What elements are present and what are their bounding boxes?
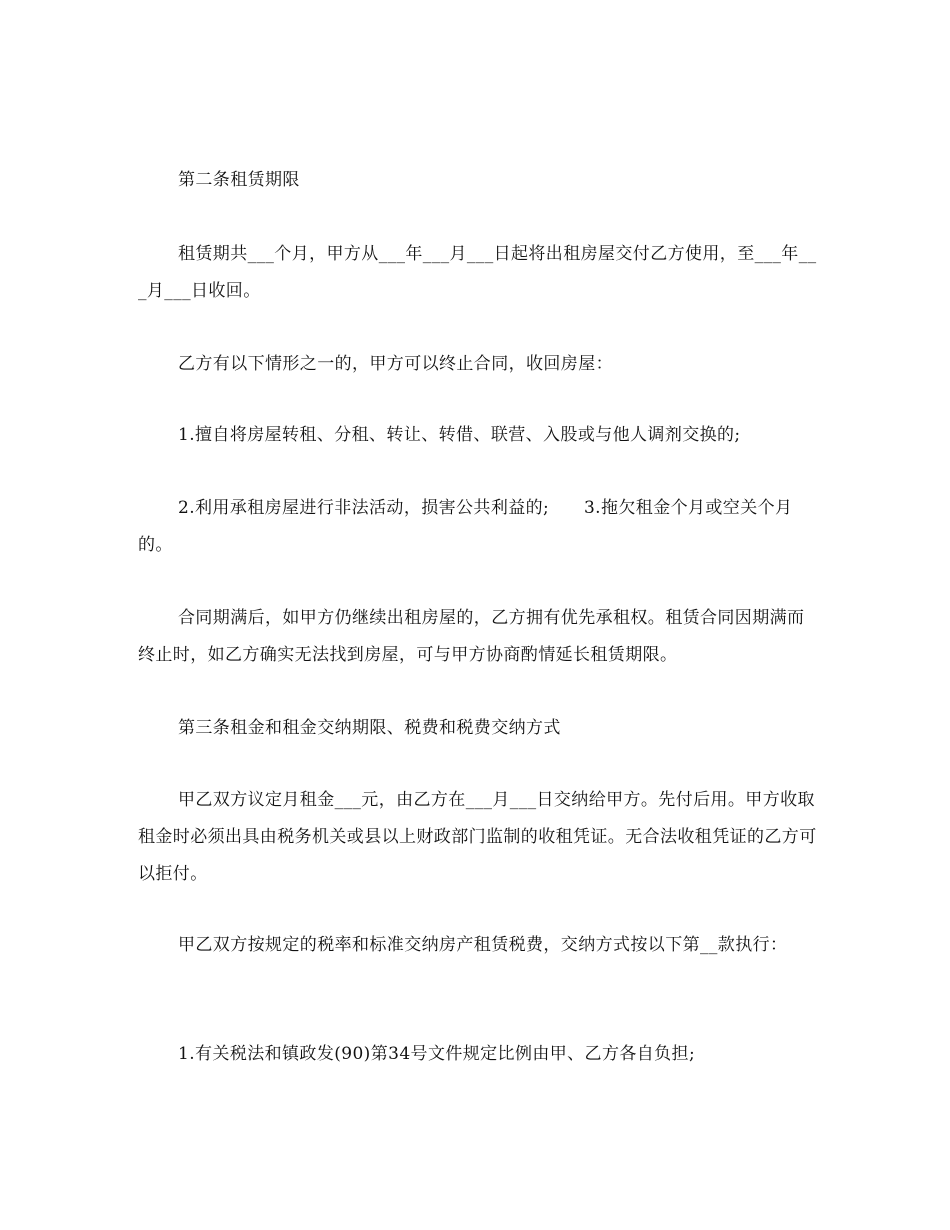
tax-item-1: 1.有关税法和镇政发(90)第34号文件规定比例由甲、乙方各自负担; [178,1044,696,1064]
article-two-heading: 第二条租赁期限 [178,170,300,190]
termination-items-2-3: 2.利用承租房屋进行非法活动，损害公共利益的; 3.拖欠租金个月或空关个月的。 [138,498,793,555]
tax-paragraph: 甲乙双方按规定的税率和标准交纳房产租赁税费，交纳方式按以下第__款执行： [178,935,788,955]
rent-payment-paragraph: 甲乙双方议定月租金___元，由乙方在___月___日交纳给甲方。先付后用。甲方收取租金时必须出具由税务机关或县以上财政部门监制的收租凭证。无合法收租凭证的乙方可以拒付。 [138,790,817,884]
termination-item-1: 1.擅自将房屋转租、分租、转让、转借、联营、入股或与他人调剂交换的; [178,425,741,445]
lease-term-paragraph: 租赁期共___个月，甲方从___年___月___日起将出租房屋交付乙方使用，至___年___月___日收回。 [138,244,817,301]
article-three-heading: 第三条租金和租金交纳期限、税费和税费交纳方式 [178,718,561,738]
renewal-paragraph: 合同期满后，如甲方仍继续出租房屋的，乙方拥有优先承租权。租赁合同因期满而终止时，如乙方确实无法找到房屋，可与甲方协商酌情延长租赁期限。 [138,608,805,665]
termination-conditions-intro: 乙方有以下情形之一的，甲方可以终止合同，收回房屋： [178,354,613,374]
